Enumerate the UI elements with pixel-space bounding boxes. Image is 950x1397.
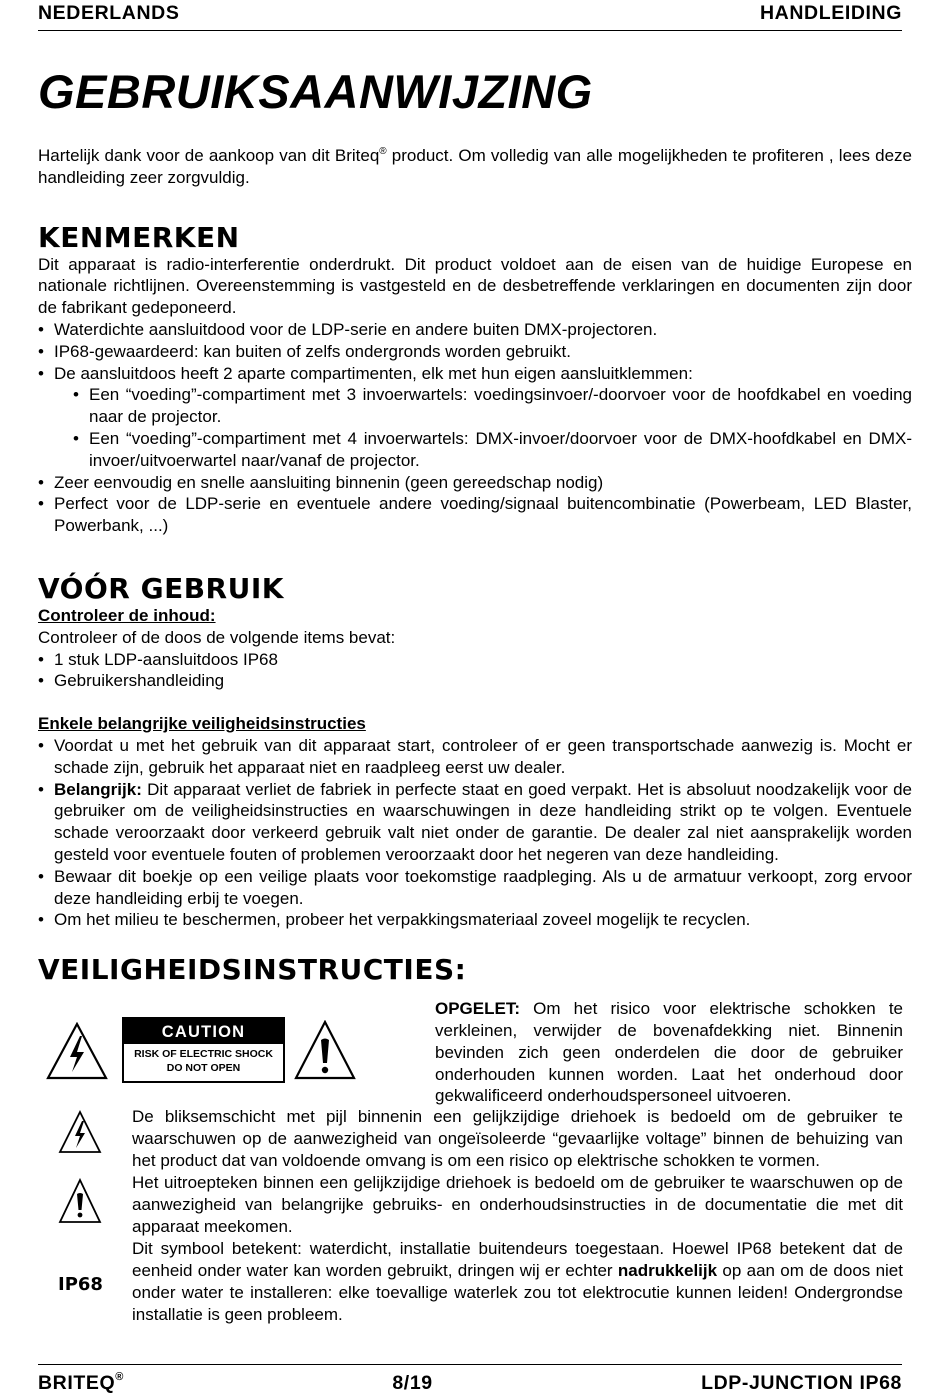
list-item: • Om het milieu te beschermen, probeer het verpakkingsmateriaal zoveel mogelijk te recyclen. bbox=[38, 909, 912, 931]
safety-block bbox=[38, 998, 912, 1368]
section-heading-before-use: VÓÓR GEBRUIK bbox=[38, 571, 284, 605]
list-item: • Bewaar dit boekje op een veilige plaats voor toekomstige raadpleging. Als u de armatuur verkoopt, zorg ervoor deze handleiding erbij te voegen. bbox=[38, 866, 912, 910]
check-contents-label: Controleer de inhoud: bbox=[38, 605, 216, 625]
list-item: • Een “voeding”-compartiment met 3 invoerwartels: voedingsinvoer/-doorvoer voor de hoofdkabel en voeding naar de projector. bbox=[73, 384, 912, 428]
warning-paragraph bbox=[435, 998, 903, 1107]
ip68-text-end: op aan om de doos niet onder water te installeren: elke toevallige waterlek zou tot elektrocutie kunnen leiden! Ondergrondse installatie is geen probleem. bbox=[132, 1260, 903, 1324]
header-doc-type: HANDLEIDING bbox=[759, 2, 902, 24]
features-sublist bbox=[38, 384, 912, 471]
page-title: GEBRUIKSAANWIJZING bbox=[38, 65, 593, 118]
footer-brand bbox=[38, 1371, 124, 1395]
exclamation-triangle-icon bbox=[58, 1178, 102, 1224]
page-header bbox=[38, 2, 902, 31]
features-list-continued bbox=[38, 472, 912, 537]
section-heading-features: KENMERKEN bbox=[38, 220, 240, 254]
page-footer bbox=[38, 1364, 902, 1395]
list-item: • Zeer eenvoudig en snelle aansluiting binnenin (geen gereedschap nodig) bbox=[38, 472, 912, 494]
ip68-text-start: Dit symbool betekent: waterdicht, installatie buitendeurs toegestaan. Hoewel IP68 betekent dat de eenheid onder water kan worden gebruikt, dringen wij er echter bbox=[132, 1239, 903, 1280]
exclamation-warning-icon bbox=[294, 1020, 356, 1080]
list-item: • Een “voeding”-compartiment met 4 invoerwartels: DMX-invoer/doorvoer voor de DMX-hoofdkabel en DMX-invoer/uitvoerwartel naar/vanaf de projector. bbox=[73, 428, 912, 472]
list-item: • 1 stuk LDP-aansluitdoos IP68 bbox=[38, 649, 912, 671]
electric-shock-warning-icon bbox=[46, 1022, 108, 1080]
page-number: 8/19 bbox=[392, 1372, 433, 1394]
ip68-explanation bbox=[132, 1238, 903, 1325]
lightning-triangle-icon bbox=[58, 1110, 102, 1154]
exclamation-explanation: Het uitroepteken binnen een gelijkzijdige driehoek is bedoeld om de gebruiker te waarschuwen op de aanwezigheid van belangrijke gebruiks- en onderhoudsinstructies in de documentatie die met dit apparaat meekomen. bbox=[132, 1173, 903, 1236]
features-list bbox=[38, 319, 912, 384]
section-heading-safety: VEILIGHEIDSINSTRUCTIES: bbox=[38, 953, 467, 987]
list-item: • Perfect voor de LDP-serie en eventuele andere voeding/signaal buitencombinatie (Powerbeam, LED Blaster, Powerbank, ...) bbox=[38, 493, 912, 537]
features-paragraph: Dit apparaat is radio-interferentie onderdrukt. Dit product voldoet aan de eisen van de huidige Europese en nationale richtlijnen. Overeenstemming is vastgesteld en de desbetreffende verklaringen en documenten zijn door de fabrikant gedeponeerd. bbox=[38, 254, 912, 318]
brand-name: BRITEQ bbox=[38, 1372, 116, 1394]
header-language: NEDERLANDS bbox=[38, 2, 180, 24]
warning-text: Om het risico voor elektrische schokken te verkleinen, verwijder de bovenafdekking niet. Binnenin bevinden zich geen onderdelen die door de gebruiker onderhouden kunnen worden. Laat het onderhoud door gekwalificeerd onderhoudspersoneel uitvoeren. bbox=[435, 999, 903, 1106]
important-label: Belangrijk: bbox=[54, 779, 142, 799]
contents-list bbox=[38, 649, 912, 693]
caution-title: CAUTION bbox=[124, 1019, 283, 1044]
footer-model: LDP-JUNCTION IP68 bbox=[701, 1372, 902, 1394]
list-item: • De aansluitdoos heeft 2 aparte compartimenten, elk met hun eigen aansluitklemmen: bbox=[38, 363, 912, 385]
list-item: • Waterdichte aansluitdood voor de LDP-serie en andere buiten DMX-projectoren. bbox=[38, 319, 912, 341]
list-item bbox=[38, 779, 912, 866]
caution-line: RISK OF ELECTRIC SHOCK bbox=[134, 1048, 273, 1061]
intro-text-end: product. Om volledig van alle mogelijkheden te profiteren , lees deze handleiding zeer zorgvuldig. bbox=[38, 146, 912, 187]
list-item: • IP68-gewaardeerd: kan buiten of zelfs ondergronds worden gebruikt. bbox=[38, 341, 912, 363]
caution-subtext bbox=[124, 1044, 283, 1075]
list-item: • Gebruikershandleiding bbox=[38, 670, 912, 692]
list-item: • Voordat u met het gebruik van dit apparaat start, controleer of er geen transportschade aanwezig is. Mocht er schade zijn, gebruik het apparaat niet en raadpleeg eerst uw dealer. bbox=[38, 735, 912, 779]
brand-registered-mark: ® bbox=[115, 1371, 124, 1383]
page-content bbox=[38, 62, 912, 1368]
lightning-explanation: De bliksemschicht met pijl binnenin een gelijkzijdige driehoek is bedoeld om de gebruiker te waarschuwen op de aanwezigheid van ongeïsoleerde “gevaarlijke voltage” binnen de behuizing van het product dat van voldoende omvang is om een risico op elektrische schokken te vormen. bbox=[132, 1107, 903, 1170]
important-text: Dit apparaat verliet de fabriek in perfecte staat en goed verpakt. Het is absoluut noodzakelijk voor de gebruiker om de veiligheidsinstructies en waarschuwingen in deze handleiding strikt op te volgen. Eventuele schade veroorzaakt door verkeerd gebruik valt niet onder de garantie. De dealer zal niet aansprakelijk worden gesteld voor eventuele fouten of problemen veroorzaakt door het negeren van deze handleiding. bbox=[54, 779, 912, 864]
caution-line: DO NOT OPEN bbox=[166, 1062, 241, 1075]
caution-label bbox=[122, 1017, 285, 1083]
warning-label: OPGELET: bbox=[435, 999, 521, 1019]
check-contents-text: Controleer of de doos de volgende items bevat: bbox=[38, 627, 396, 647]
safety-notes-label: Enkele belangrijke veiligheidsinstructies bbox=[38, 714, 366, 734]
registered-mark: ® bbox=[379, 146, 387, 157]
intro-text-start: Hartelijk dank voor de aankoop van dit Briteq bbox=[38, 146, 380, 165]
intro-paragraph bbox=[38, 141, 912, 189]
safety-notes-list bbox=[38, 735, 912, 931]
ip68-emphasis: nadrukkelijk bbox=[617, 1260, 718, 1280]
ip68-symbol: IP68 bbox=[58, 1274, 103, 1296]
